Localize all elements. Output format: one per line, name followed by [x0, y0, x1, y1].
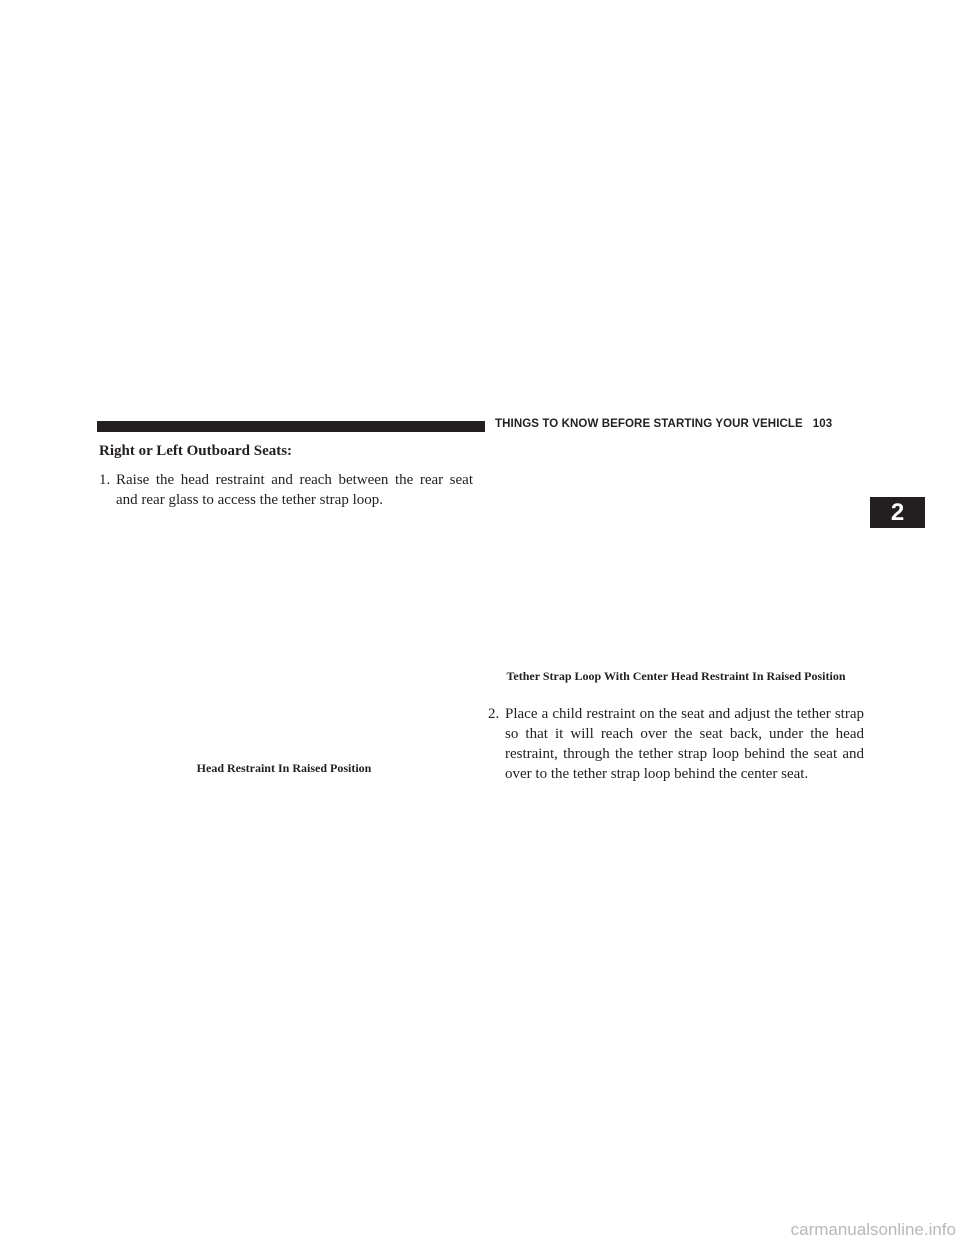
- figure-tether-strap-loop: [488, 445, 864, 667]
- figure-caption-head-restraint: Head Restraint In Raised Position: [196, 761, 372, 775]
- watermark-text[interactable]: carmanualsonline.info: [790, 1220, 956, 1239]
- step-2-text: Place a child restraint on the seat and adjust the tether strap so that it will reach over the seat back, under the head restraint, through the tether strap loop behind the seat and over to the tether strap loop behind the center seat.: [505, 706, 864, 782]
- figure-caption-tether-strap-loop: Tether Strap Loop With Center Head Restraint In Raised Position: [506, 669, 846, 683]
- step-2: [488, 704, 864, 784]
- header-rule: [97, 421, 485, 432]
- step-1-number: 1.: [99, 472, 111, 488]
- page-number: 103: [812, 418, 833, 430]
- header-title: THINGS TO KNOW BEFORE STARTING YOUR VEHICLE: [495, 418, 803, 430]
- step-1-text: Raise the head restraint and reach between the rear seat and rear glass to access the tether strap loop.: [116, 472, 473, 508]
- chapter-tab[interactable]: 2: [870, 497, 925, 528]
- step-1: [99, 470, 473, 510]
- section-heading: Right or Left Outboard Seats:: [99, 443, 293, 459]
- running-header: [495, 418, 832, 430]
- figure-head-restraint: [99, 520, 475, 756]
- step-2-number: 2.: [488, 706, 500, 722]
